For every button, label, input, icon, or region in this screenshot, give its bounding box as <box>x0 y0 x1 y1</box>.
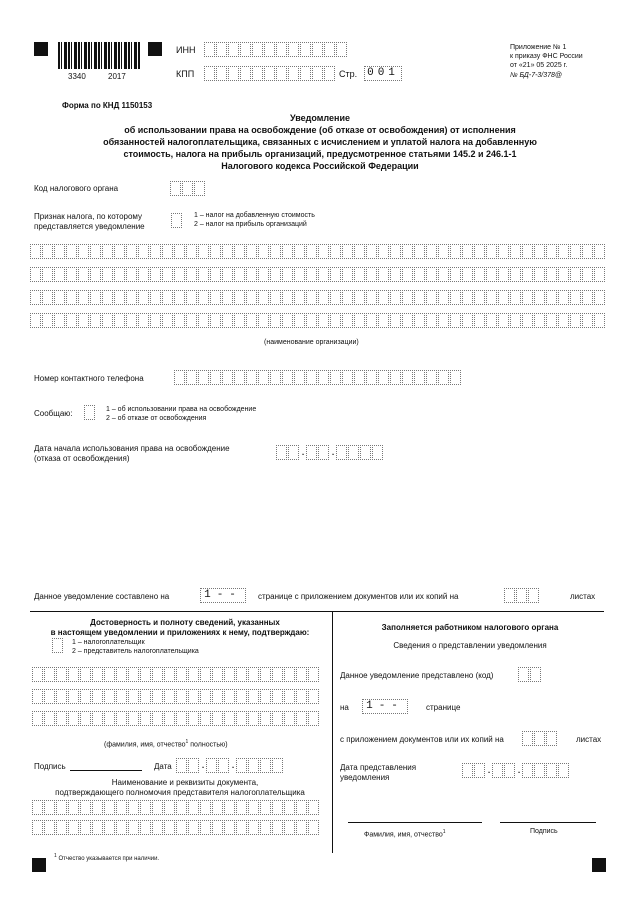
report-option1: 1 – об использовании права на освобождение <box>106 406 257 413</box>
divider-horizontal <box>30 611 604 612</box>
report-option2: 2 – об отказе от освобождения <box>106 415 207 422</box>
footnote <box>54 852 159 863</box>
composed-sheets-field[interactable] <box>504 588 540 603</box>
doc-row[interactable] <box>32 820 320 835</box>
title-line2: об использовании права на освобождение (об отказе от освобождения) от исполнения <box>124 125 516 135</box>
barcode <box>58 42 140 69</box>
doc-field[interactable] <box>32 800 320 835</box>
title-line1: Уведомление <box>289 113 350 123</box>
start-date-label-line2: (отказа от освобождения) <box>34 454 130 463</box>
tax-sign-field[interactable] <box>171 213 183 228</box>
confirm-date-field[interactable]: . . <box>176 758 284 773</box>
right-sign-label: Подпись <box>530 828 558 835</box>
order-line1: Приложение № 1 <box>510 44 567 51</box>
right-sign-line[interactable] <box>500 822 596 823</box>
inn-label: ИНН <box>176 45 196 55</box>
right-sheets-word: листах <box>576 735 602 744</box>
title-line5: Налогового кодекса Российской Федерации <box>221 161 419 171</box>
right-pages-value: 1-- <box>362 699 408 714</box>
fio-caption-sup: 1 <box>185 739 189 745</box>
page-number: 001 <box>364 66 402 81</box>
confirm-opt1: 1 – налогоплательщик <box>72 639 145 646</box>
tax-option1: 1 – налог на добавленную стоимость <box>194 212 315 219</box>
footnote-mark: 1 <box>54 853 57 859</box>
right-title: Заполняется работником налогового органа <box>381 623 559 632</box>
corner-marker-top-mid <box>148 42 162 56</box>
fio-row[interactable] <box>32 711 320 726</box>
right-fio-label <box>364 828 446 839</box>
signature-line[interactable] <box>70 770 142 771</box>
right-sheets-field[interactable] <box>522 731 558 746</box>
right-attach-label: с приложением документов или их копий на <box>340 735 504 744</box>
report-field[interactable] <box>84 405 96 420</box>
corner-marker-bottom-right <box>592 858 606 872</box>
divider-vertical <box>332 611 333 853</box>
signature-label: Подпись <box>34 762 66 771</box>
tax-sign-label-line1: Признак налога, по которому <box>34 212 143 221</box>
corner-marker-bottom-left <box>32 858 46 872</box>
right-date-label-line2: уведомления <box>340 773 390 782</box>
barcode-number-right: 2017 <box>108 72 126 81</box>
confirm-role-field[interactable] <box>52 638 64 653</box>
right-on-label: на <box>340 703 349 712</box>
doc-label-line2: подтверждающего полномочия представителя налогоплательщика <box>55 788 305 797</box>
kpp-label: КПП <box>176 69 195 79</box>
right-fio-sup: 1 <box>442 829 446 835</box>
tax-authority-code-field[interactable] <box>170 181 206 196</box>
tax-authority-code-label: Код налогового органа <box>34 184 119 193</box>
left-title-line1: Достоверность и полноту сведений, указанных <box>90 618 280 627</box>
page-label: Стр. <box>339 69 358 79</box>
order-line2: к приказу ФНС России <box>510 53 583 60</box>
org-name-field[interactable] <box>30 244 606 328</box>
kpp-field[interactable] <box>204 66 336 81</box>
title-line4: стоимость, налога на прибыль организаций, предусмотренное статьями 145.2 и 246.1-1 <box>123 149 517 159</box>
fio-row[interactable] <box>32 667 320 682</box>
phone-label: Номер контактного телефона <box>34 374 144 383</box>
right-fio-line[interactable] <box>348 822 482 823</box>
page-number-field <box>364 66 403 81</box>
right-date-field[interactable]: . . <box>462 763 570 778</box>
barcode-number-left: 3340 <box>68 72 86 81</box>
org-name-row[interactable] <box>30 267 606 282</box>
form-code: Форма по КНД 1150153 <box>62 101 153 110</box>
confirm-opt2: 2 – представитель налогоплательщика <box>72 648 199 655</box>
document-title <box>40 112 600 172</box>
composed-pages-value: 1-- <box>200 588 246 603</box>
composed-prefix: Данное уведомление составлено на <box>34 592 170 601</box>
right-subtitle: Сведения о представлении уведомления <box>393 641 547 650</box>
org-name-row[interactable] <box>30 244 606 259</box>
start-date-field[interactable]: . . <box>276 445 384 460</box>
phone-field[interactable] <box>174 370 462 385</box>
right-page-word: странице <box>426 703 461 712</box>
fio-field[interactable] <box>32 667 320 726</box>
doc-label-line1: Наименование и реквизиты документа, <box>111 778 259 787</box>
fio-caption-text: (фамилия, имя, отчество <box>104 741 186 749</box>
footnote-text: Отчество указывается при наличии. <box>58 856 160 862</box>
fio-caption <box>104 738 228 749</box>
composed-pages-field[interactable] <box>200 588 247 603</box>
right-code-field[interactable] <box>518 667 542 682</box>
date-label: Дата <box>154 762 172 771</box>
left-title-line2: в настоящем уведомлении и приложениях к нему, подтверждаю: <box>50 628 310 637</box>
fio-caption-end: полностью) <box>190 741 228 749</box>
title-line3: обязанностей налогоплательщика, связанных с исчислением и уплатой налога на добавленную <box>103 137 537 147</box>
corner-marker-top-left <box>34 42 48 56</box>
org-name-caption: (наименование организации) <box>264 339 359 346</box>
composed-middle: странице с приложением документов или их копий на <box>258 592 459 601</box>
right-code-label: Данное уведомление представлено (код) <box>340 671 494 680</box>
right-date-label-line1: Дата представления <box>340 763 417 772</box>
inn-field[interactable] <box>204 42 348 57</box>
org-name-row[interactable] <box>30 290 606 305</box>
doc-row[interactable] <box>32 800 320 815</box>
tax-sign-label-line2: представляется уведомление <box>34 222 145 231</box>
org-name-row[interactable] <box>30 313 606 328</box>
order-line4: № БД-7-3/378@ <box>510 72 563 79</box>
composed-suffix: листах <box>570 592 596 601</box>
right-fio-label-text: Фамилия, имя, отчество <box>364 831 443 839</box>
start-date-label-line1: Дата начала использования права на освобождение <box>34 444 230 453</box>
fio-row[interactable] <box>32 689 320 704</box>
order-line3: от «21» 05 2025 г. <box>510 62 568 69</box>
right-pages-field[interactable] <box>362 699 409 714</box>
report-label: Сообщаю: <box>34 409 73 418</box>
tax-option2: 2 – налог на прибыль организаций <box>194 221 307 228</box>
